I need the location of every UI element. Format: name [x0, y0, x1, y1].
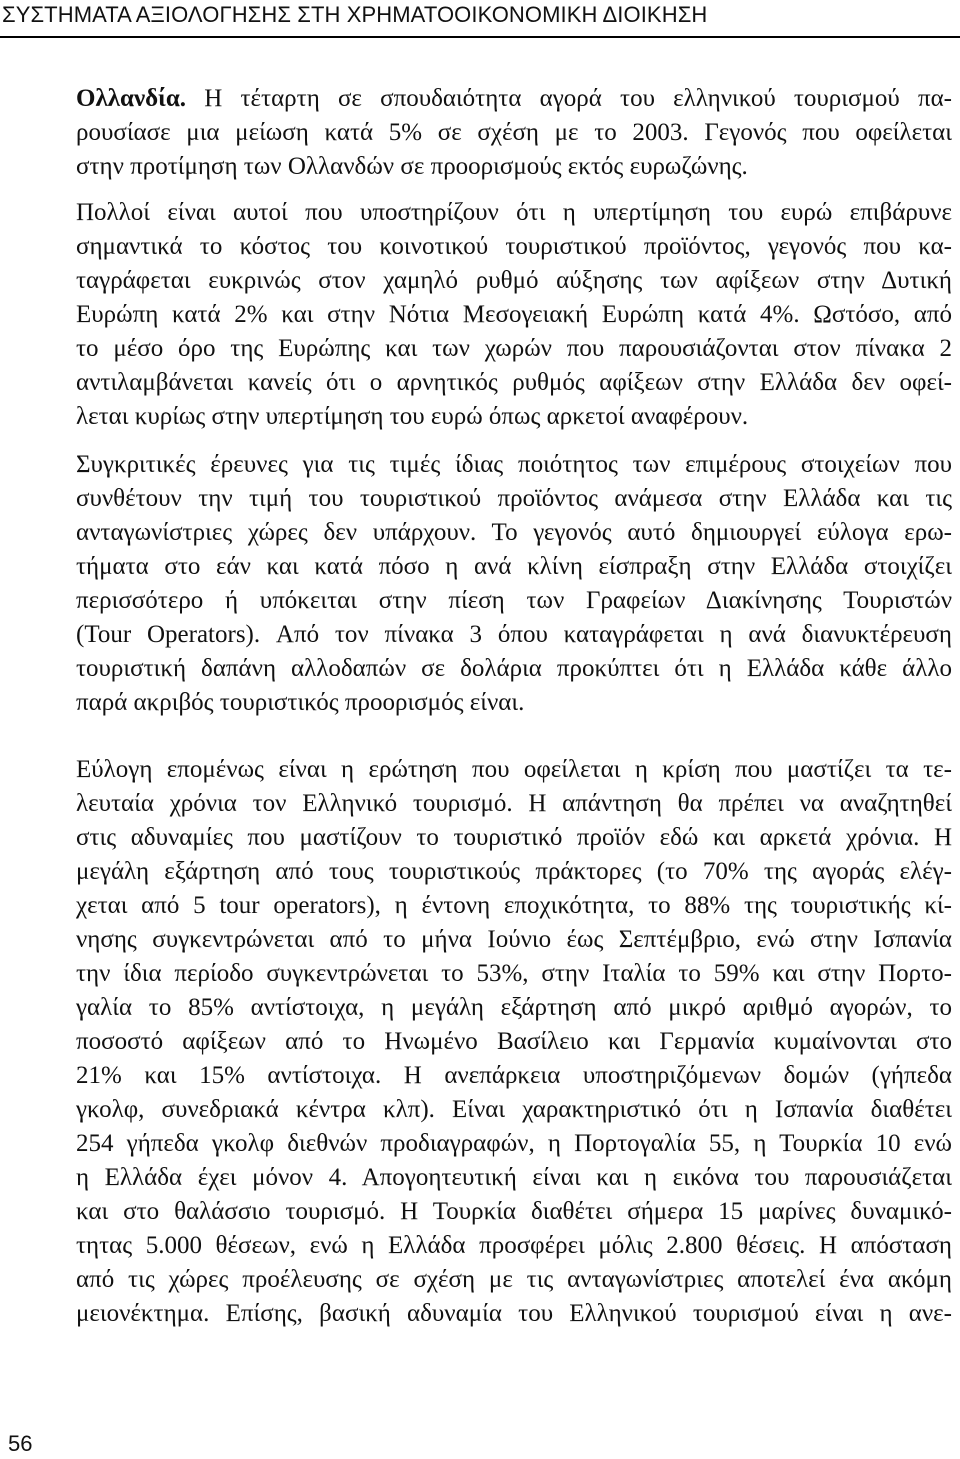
header-title: ΣΥΣΤΗΜΑΤΑ ΑΞΙΟΛΟΓΗΣΗΣ ΣΤΗ ΧΡΗΜΑΤΟΟΙΚΟΝΟΜΙΚΗ ΔΙΟΙΚΗΣΗ	[2, 2, 708, 27]
paragraph-comparative-research	[76, 448, 952, 720]
text-line: ταγράφεται ευκρινώς στον χαμηλό ρυθμό αύξησης των αφίξεων στην Δυτική	[76, 267, 952, 294]
text-line: παρά ακριβός τουριστικός προορισμός είναι.	[76, 689, 525, 716]
text-line: 254 γήπεδα γκολφ διεθνών προδιαγραφών, η Πορτογαλία 55, η Τουρκία 10 ενώ	[76, 1130, 952, 1157]
text-line: γκολφ, συνεδριακά κέντρα κλπ). Είναι χαρακτηριστικό ότι η Ισπανία διαθέτει	[76, 1096, 952, 1123]
text-line: λεται κυρίως στην υπερτίμηση του ευρώ όπως αρκετοί αναφέρουν.	[76, 403, 749, 430]
body-text	[76, 82, 952, 1331]
text-line: ανταγωνίστριες χώρες δεν υπάρχουν. Το γεγονός αυτό δημιουργεί εύλογα ερω-	[76, 519, 952, 546]
text-line: τήματα στο εάν και κατά πόσο η ανά κλίνη είσπραξη στην Ελλάδα στοιχίζει	[76, 553, 952, 580]
text-line: από τις χώρες προέλευσης σε σχέση με τις ανταγωνίστριες αποτελεί ένα ακόμη	[76, 1266, 952, 1293]
text-line: Ευρώπη κατά 2% και στην Νότια Μεσογειακή Ευρώπη κατά 4%. Ωστόσο, από	[76, 301, 952, 328]
text-line: περισσότερο ή υπόκειται στην πίεση των Γραφείων Διακίνησης Τουριστών	[76, 587, 952, 614]
text-line: και στο θαλάσσιο τουρισμό. Η Τουρκία διαθέτει σήμερα 15 μαρίνες δυναμικό-	[76, 1198, 952, 1225]
text-line: Συγκριτικές έρευνες για τις τιμές ίδιας ποιότητος των επιμέρους στοιχείων που	[76, 451, 952, 478]
paragraph-netherlands	[76, 82, 952, 184]
text-line: χεται από 5 tour operators), η έντονη εποχικότητα, το 88% της τουριστικής κί-	[76, 892, 952, 919]
paragraph-tourism-crisis	[76, 753, 952, 1331]
text-line: συνθέτουν την τιμή του τουριστικού προϊόντος ανάμεσα στην Ελλάδα και τις	[76, 485, 952, 512]
text-line: λευταία χρόνια τον Ελληνικό τουρισμό. Η απάντηση θα πρέπει να αναζητηθεί	[76, 790, 952, 817]
text-line: 21% και 15% αντίστοιχα. Η ανεπάρκεια υποστηριζόμενων δομών (γήπεδα	[76, 1062, 952, 1089]
text-line: η Ελλάδα έχει μόνον 4. Απογοητευτική είναι και η εικόνα του παρουσιάζεται	[76, 1164, 952, 1191]
text-line: στην προτίμηση των Ολλανδών σε προορισμούς εκτός ευρωζώνης.	[76, 153, 748, 180]
text-line: μεγάλη εξάρτηση από τους τουριστικούς πράκτορες (το 70% της αγοράς ελέγ-	[76, 858, 952, 885]
text-line: την ίδια περίοδο συγκεντρώνεται το 53%, στην Ιταλία το 59% και στην Πορτο-	[76, 960, 952, 987]
text-line: το μέσο όρο της Ευρώπης και των χωρών που παρουσιάζονται στον πίνακα 2	[76, 335, 952, 362]
page-number: 56	[8, 1431, 33, 1456]
paragraph-euro-overvaluation	[76, 196, 952, 434]
text-line: ποσοστό αφίξεων από το Ηνωμένο Βασίλειο και Γερμανία κυμαίνονται στο	[76, 1028, 952, 1055]
text-line: τουριστική δαπάνη αλλοδαπών σε δολάρια προκύπτει ότι η Ελλάδα κάθε άλλο	[76, 655, 952, 682]
text-line: Πολλοί είναι αυτοί που υποστηρίζουν ότι η υπερτίμηση του ευρώ επιβάρυνε	[76, 199, 952, 226]
text-line: ρουσίασε μια μείωση κατά 5% σε σχέση με το 2003. Γεγονός που οφείλεται	[76, 119, 952, 146]
text-line: γαλία το 85% αντίστοιχα, η μεγάλη εξάρτηση από μικρό αριθμό αγορών, το	[76, 994, 952, 1021]
paragraph-lead: Ολλανδία.	[76, 85, 187, 112]
running-header	[0, 0, 960, 38]
text-line: αντιλαμβάνεται κανείς ότι ο αρνητικός ρυθμός αφίξεων στην Ελλάδα δεν οφεί-	[76, 369, 952, 396]
text-line: σημαντικά το κόστος του κοινοτικού τουριστικού προϊόντος, γεγονός που κα-	[76, 233, 952, 260]
text-line: τητας 5.000 θέσεων, ενώ η Ελλάδα προσφέρει μόλις 2.800 θέσεις. Η απόσταση	[76, 1232, 952, 1259]
text-line: νησης συγκεντρώνεται από το μήνα Ιούνιο έως Σεπτέμβριο, ενώ στην Ισπανία	[76, 926, 952, 953]
text-line: (Tour Operators). Από τον πίνακα 3 όπου καταγράφεται η ανά διανυκτέρευση	[76, 621, 952, 648]
text-line: στις αδυναμίες που μαστίζουν το τουριστικό προϊόν εδώ και αρκετά χρόνια. Η	[76, 824, 952, 851]
text-line	[76, 82, 952, 116]
text-line: Εύλογη επομένως είναι η ερώτηση που οφείλεται η κρίση που μαστίζει τα τε-	[76, 756, 952, 783]
text-line: μειονέκτημα. Επίσης, βασική αδυναμία του Ελληνικού τουρισμού είναι η ανε-	[76, 1300, 952, 1327]
text-line-content: Η τέταρτη σε σπουδαιότητα αγορά του ελληνικού τουρισμού πα-	[186, 85, 952, 112]
